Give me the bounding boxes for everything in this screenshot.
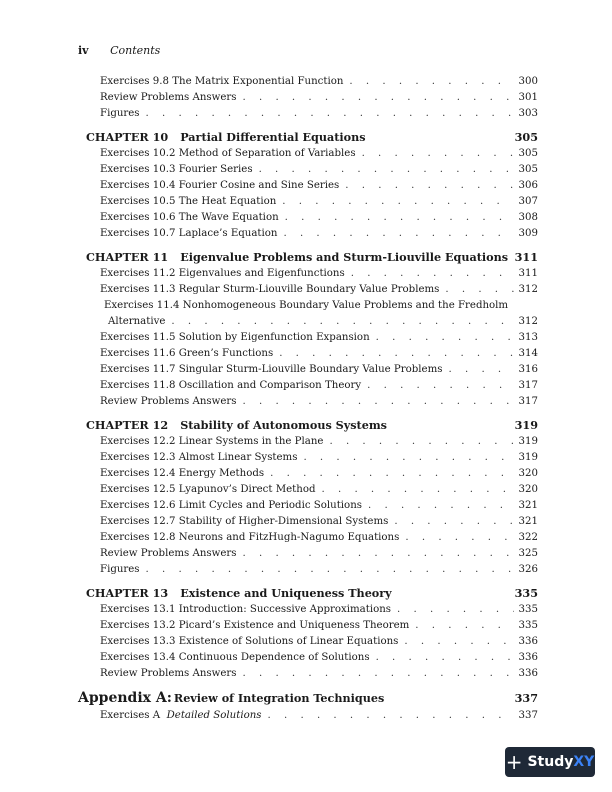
chapter-10-heading[interactable]: CHAPTER 10 Partial Differential Equations 305 <box>86 130 538 144</box>
chapter-12-heading[interactable]: CHAPTER 12 Stability of Autonomous Systems 319 <box>86 418 538 432</box>
chapter-11-heading[interactable]: CHAPTER 11 Eigenvalue Problems and Sturm-Liouville Equations 311 <box>86 250 538 264</box>
toc-row[interactable]: Review Problems Answers . . . 317 <box>78 394 538 410</box>
toc-row[interactable]: Exercises 10.3 Fourier Series . . . 305 <box>78 162 538 178</box>
studyxy-logo[interactable]: + Study XY <box>505 747 595 777</box>
chapter-13-heading[interactable]: CHAPTER 13 Existence and Uniqueness Theory 335 <box>86 586 538 600</box>
toc-row[interactable]: Exercises 10.4 Fourier Cosine and Sine Series . . . 306 <box>78 178 538 194</box>
toc-row[interactable]: Exercises 12.8 Neurons and FitzHugh-Nagumo Equations . . . 322 <box>78 530 538 546</box>
running-header <box>78 44 160 57</box>
toc-row[interactable]: Exercises 12.3 Almost Linear Systems . . . 319 <box>78 450 538 466</box>
toc-row[interactable]: Exercises 13.2 Picard’s Existence and Uniqueness Theorem . . . 335 <box>78 618 538 634</box>
toc-row[interactable]: Exercises 10.5 The Heat Equation . . . 307 <box>78 194 538 210</box>
toc-row[interactable]: Exercises 11.5 Solution by Eigenfunction Expansion . . . 313 <box>78 330 538 346</box>
toc-row[interactable]: Exercises 10.7 Laplace’s Equation . . . 309 <box>78 226 538 242</box>
toc-row[interactable]: Exercises 12.4 Energy Methods . . . 320 <box>78 466 538 482</box>
toc-row[interactable]: Review Problems Answers . . . 325 <box>78 546 538 562</box>
toc-row[interactable]: Exercises 11.4 Nonhomogeneous Boundary Value Problems and the Fredholm <box>104 300 509 311</box>
toc-row[interactable]: Exercises 11.3 Regular Sturm-Liouville Boundary Value Problems . . . 312 <box>78 282 538 298</box>
toc-row[interactable]: Exercises 10.2 Method of Separation of Variables . . . 305 <box>78 146 538 162</box>
running-title: Contents <box>110 44 161 57</box>
toc-row[interactable]: Alternative . . . 312 <box>78 314 538 330</box>
toc-row[interactable]: Exercises 13.1 Introduction: Successive Approximations . . . 335 <box>78 602 538 618</box>
toc-row[interactable]: Figures . . . 326 <box>78 562 538 578</box>
toc-row[interactable]: Exercises 12.5 Lyapunov’s Direct Method . . . 320 <box>78 482 538 498</box>
toc-row[interactable]: Exercises 12.2 Linear Systems in the Plane . . . 319 <box>78 434 538 450</box>
toc-row[interactable]: Exercises 9.8 The Matrix Exponential Function . . . 300 <box>78 74 538 90</box>
toc-row[interactable]: Exercises 12.6 Limit Cycles and Periodic Solutions . . . 321 <box>78 498 538 514</box>
toc-row[interactable]: Figures . . . 303 <box>78 106 538 122</box>
toc-row[interactable]: Review Problems Answers . . . 336 <box>78 666 538 682</box>
toc-row[interactable]: Exercises 11.6 Green’s Functions . . . 314 <box>78 346 538 362</box>
toc-row[interactable]: Exercises 10.6 The Wave Equation . . . 308 <box>78 210 538 226</box>
toc-row[interactable]: Exercises 13.4 Continuous Dependence of Solutions . . . 336 <box>78 650 538 666</box>
plus-icon: + <box>505 750 523 774</box>
toc-row[interactable]: Exercises 13.3 Existence of Solutions of Linear Equations . . . 336 <box>78 634 538 650</box>
table-of-contents <box>78 74 538 724</box>
page-number: iv <box>78 44 89 57</box>
toc-row[interactable]: Exercises A Detailed Solutions . . . 337 <box>78 708 538 724</box>
toc-row[interactable]: Exercises 11.2 Eigenvalues and Eigenfunctions . . . 311 <box>78 266 538 282</box>
toc-row[interactable]: Exercises 12.7 Stability of Higher-Dimensional Systems . . . 321 <box>78 514 538 530</box>
toc-row[interactable]: Exercises 11.8 Oscillation and Comparison Theory . . . 317 <box>78 378 538 394</box>
toc-row[interactable]: Exercises 11.7 Singular Sturm-Liouville Boundary Value Problems . . . 316 <box>78 362 538 378</box>
appendix-a-heading[interactable]: Appendix A: Review of Integration Techniques 337 <box>78 690 538 706</box>
toc-row[interactable]: Review Problems Answers . . . 301 <box>78 90 538 106</box>
